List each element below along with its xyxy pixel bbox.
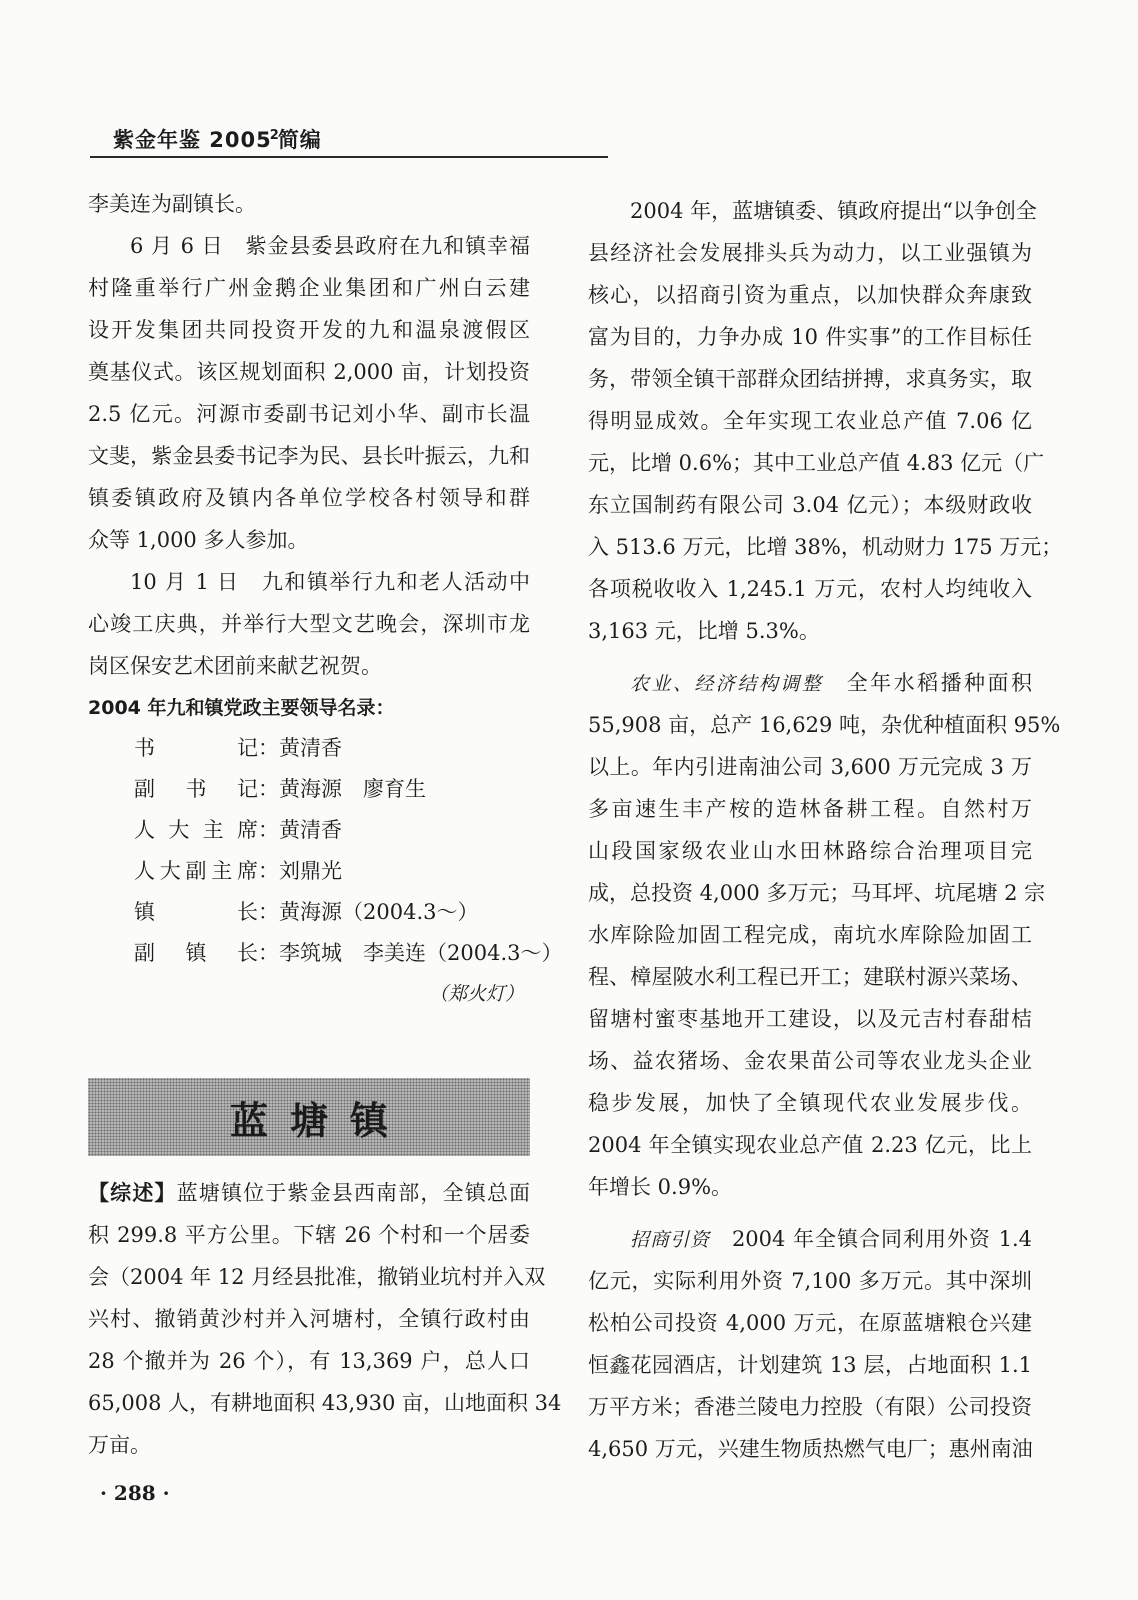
right-text-line: [588, 1224, 1032, 1255]
author-credit: （郑火灯）: [428, 983, 524, 1005]
leader-row: 人大主席：黄清香: [88, 815, 576, 845]
left-text-line: 李美连为副镇长。: [88, 192, 256, 216]
left-text-line: 奠基仪式。该区规划面积 2,000 亩，计划投资: [88, 360, 530, 384]
leader-row: 书记：黄清香: [88, 733, 576, 763]
leader-names: 黄清香: [279, 736, 342, 760]
right-text-line: 松柏公司投资 4,000 万元，在原蓝塘粮仓兴建: [588, 1311, 1032, 1335]
left-text-line: 岗区保安艺术团前来献艺祝贺。: [88, 654, 382, 678]
right-text-line: 年增长 0.9%。: [588, 1175, 733, 1199]
left-text-line: 镇委镇政府及镇内各单位学校各村领导和群: [88, 486, 530, 510]
page-number: · 288 ·: [100, 1481, 170, 1505]
subhead: 招商引资: [630, 1229, 710, 1251]
right-text-line: 程、樟屋陂水利工程已开工；建联村源兴菜场、: [588, 965, 1032, 989]
right-text-line: 亿元，实际利用外资 7,100 多万元。其中深圳: [588, 1269, 1032, 1293]
right-text-line: 2004 年，蓝塘镇委、镇政府提出“以争创全: [630, 199, 1037, 223]
left-text-line: 积 299.8 平方公里。下辖 26 个村和一个居委: [88, 1223, 530, 1247]
left-text-line: 10 月 1 日 九和镇举行九和老人活动中: [130, 570, 530, 594]
header-rule: [90, 156, 608, 158]
leader-role: 副书记: [134, 777, 258, 801]
right-text-line: [588, 668, 1032, 699]
leader-row: 副书记：黄海源 廖育生: [88, 774, 576, 804]
subhead-text: 2004 年全镇合同利用外资 1.4: [709, 1227, 1032, 1251]
leader-names: 黄海源 廖育生: [279, 777, 426, 801]
right-text-line: 场、益农猪场、金农果苗公司等农业龙头企业: [588, 1049, 1032, 1073]
summary-text: 蓝塘镇位于紫金县西南部，全镇总面: [176, 1181, 531, 1205]
header-mark: 2: [269, 128, 280, 143]
right-text-line: 留塘村蜜枣基地开工建设，以及元吉村春甜桔: [588, 1007, 1032, 1031]
right-text-line: 水库除险加固工程完成，南坑水库除险加固工: [588, 923, 1032, 947]
subhead-text: 全年水稻播种面积: [823, 671, 1032, 695]
left-text-line: 2.5 亿元。河源市委副书记刘小华、副市长温: [88, 402, 530, 426]
right-text-line: 入 513.6 万元，比增 38%，机动财力 175 万元；: [588, 535, 1063, 559]
right-text-line: 富为目的，力争办成 10 件实事”的工作目标任: [588, 325, 1032, 349]
right-text-line: 成，总投资 4,000 多万元；马耳坪、坑尾塘 2 宗: [588, 881, 1046, 905]
left-text-line: [88, 1178, 530, 1208]
left-text-line: 心竣工庆典，并举行大型文艺晚会，深圳市龙: [88, 612, 530, 636]
section-heading-band: [88, 1078, 530, 1156]
right-text-line: 2004 年全镇实现农业总产值 2.23 亿元，比上: [588, 1133, 1032, 1157]
left-text-line: 村隆重举行广州金鹅企业集团和广州白云建: [88, 276, 530, 300]
leader-names: 黄清香: [279, 818, 342, 842]
right-text-line: 4,650 万元，兴建生物质热燃气电厂；惠州南油: [588, 1437, 1033, 1461]
leader-row: 副镇长：李筑城 李美连（2004.3～）: [88, 938, 576, 968]
right-text-line: 务，带领全镇干部群众团结拼搏，求真务实，取: [588, 367, 1032, 391]
left-text-line: 会（2004 年 12 月经县批准，撤销业坑村并入双: [88, 1265, 546, 1289]
right-text-line: 东立国制药有限公司 3.04 亿元）；本级财政收: [588, 493, 1032, 517]
right-text-line: 山段国家级农业山水田林路综合治理项目完: [588, 839, 1032, 863]
right-text-line: 各项税收收入 1,245.1 万元，农村人均纯收入: [588, 577, 1032, 601]
left-text-line: 6 月 6 日 紫金县委县政府在九和镇幸福: [130, 234, 530, 258]
left-text-line: 28 个撤并为 26 个），有 13,369 户，总人口: [88, 1349, 530, 1373]
right-text-line: 稳步发展，加快了全镇现代农业发展步伐。: [588, 1091, 1032, 1115]
leader-names: 李筑城 李美连（2004.3～）: [279, 941, 563, 965]
leader-role: 人大副主席: [134, 859, 258, 883]
left-text-line: 兴村、撤销黄沙村并入河塘村，全镇行政村由: [88, 1307, 530, 1331]
leaders-list-title: 2004 年九和镇党政主要领导名录：: [88, 697, 395, 719]
left-text-line: 设开发集团共同投资开发的九和温泉渡假区: [88, 318, 530, 342]
header-title: 紫金年鉴 2005: [113, 128, 272, 152]
left-text-line: 文斐，紫金县委书记李为民、县长叶振云，九和: [88, 444, 530, 468]
right-text-line: 万平方米；香港兰陵电力控股（有限）公司投资: [588, 1395, 1032, 1419]
header-subtitle: 简编: [277, 128, 322, 152]
right-text-line: 以上。年内引进南油公司 3,600 万元完成 3 万: [588, 755, 1032, 779]
running-header: [113, 124, 322, 154]
leader-role: 镇长: [134, 900, 258, 924]
leader-role: 副镇长: [134, 941, 258, 965]
right-text-line: 55,908 亩，总产 16,629 吨，杂优种植面积 95%: [588, 713, 1061, 737]
left-text-line: 万亩。: [88, 1433, 151, 1457]
leader-names: 刘鼎光: [279, 859, 342, 883]
leader-role: 书记: [134, 736, 258, 760]
left-text-line: 65,008 人，有耕地面积 43,930 亩，山地面积 34: [88, 1391, 562, 1415]
section-title: 蓝塘镇: [229, 1097, 410, 1143]
right-text-line: 县经济社会发展排头兵为动力，以工业强镇为: [588, 241, 1032, 265]
leader-names: 黄海源（2004.3～）: [279, 900, 479, 924]
leader-role: 人大主席: [134, 818, 258, 842]
right-text-line: 恒鑫花园酒店，计划建筑 13 层，占地面积 1.1: [588, 1353, 1032, 1377]
leader-row: 人大副主席：刘鼎光: [88, 856, 576, 886]
leader-row: 镇长：黄海源（2004.3～）: [88, 897, 576, 927]
subhead: 农业、经济结构调整: [630, 673, 824, 695]
right-text-line: 多亩速生丰产桉的造林备耕工程。自然村万: [588, 797, 1032, 821]
summary-label: 【综述】: [88, 1181, 177, 1205]
right-text-line: 元，比增 0.6%；其中工业总产值 4.83 亿元（广: [588, 451, 1045, 475]
left-text-line: 众等 1,000 多人参加。: [88, 528, 309, 552]
right-text-line: 核心，以招商引资为重点，以加快群众奔康致: [588, 283, 1032, 307]
right-text-line: 3,163 元，比增 5.3%。: [588, 619, 820, 643]
right-text-line: 得明显成效。全年实现工农业总产值 7.06 亿: [588, 409, 1032, 433]
